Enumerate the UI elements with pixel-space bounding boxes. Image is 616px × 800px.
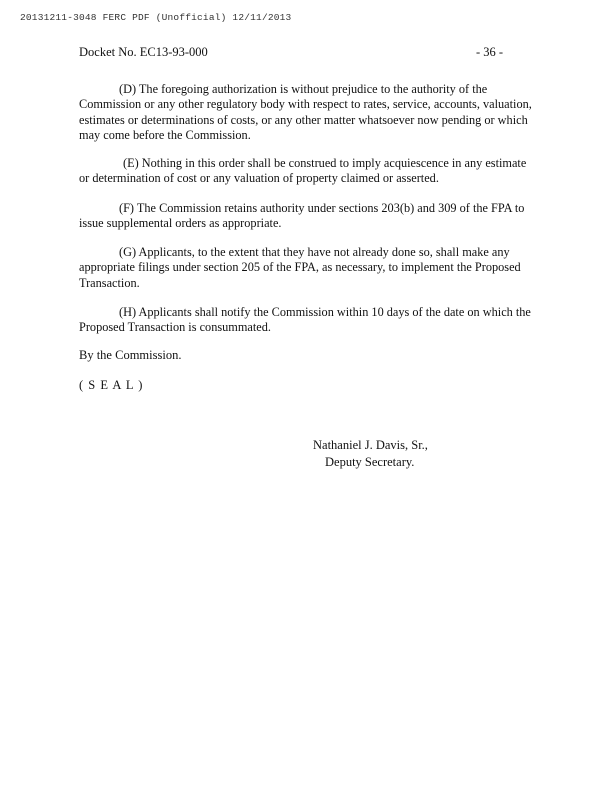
ordering-paragraph-e: (E) Nothing in this order shall be construed to imply acquiescence in any estimate or determination of cost or any valuation of property claimed or asserted. — [79, 156, 527, 186]
ordering-paragraph-d: (D) The foregoing authorization is without prejudice to the authority of the Commission or any other regulatory body with respect to rates, service, accounts, valuation, estimates or determinations of costs, or any other matter whatsoever now pending or which may come before the Commission. — [79, 82, 532, 143]
by-the-commission: By the Commission. — [79, 348, 182, 362]
docket-number: Docket No. EC13-93-000 — [79, 45, 208, 59]
filing-stamp: 20131211-3048 FERC PDF (Unofficial) 12/11/2013 — [20, 12, 292, 23]
page-number: - 36 - — [476, 45, 504, 59]
ordering-paragraph-h: (H) Applicants shall notify the Commission within 10 days of the date on which the Proposed Transaction is consummated. — [79, 305, 531, 335]
signatory-name: Nathaniel J. Davis, Sr., — [313, 438, 428, 452]
ordering-paragraph-g: (G) Applicants, to the extent that they have not already done so, shall make any appropriate filings under section 205 of the FPA, as necessary, to implement the Proposed Transaction. — [79, 245, 521, 290]
seal-placeholder: ( S E A L ) — [79, 378, 144, 392]
signatory-title: Deputy Secretary. — [325, 455, 415, 469]
ordering-paragraph-f: (F) The Commission retains authority under sections 203(b) and 309 of the FPA to issue supplemental orders as appropriate. — [79, 201, 525, 231]
